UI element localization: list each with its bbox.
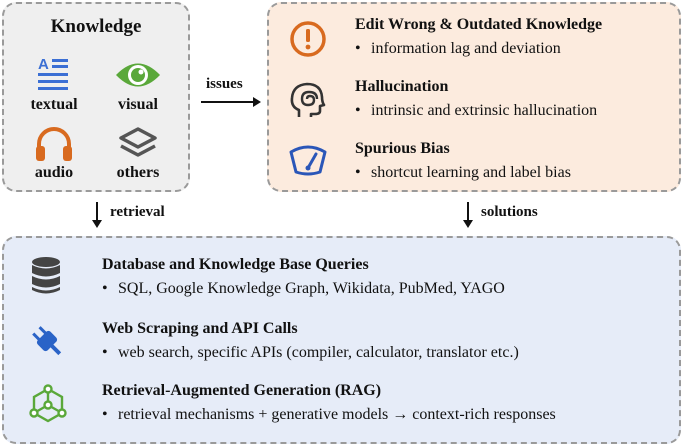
solution-title: Retrieval-Augmented Generation (RAG)	[102, 382, 382, 399]
solution-row-rag	[102, 382, 556, 424]
issue-bullet: • shortcut learning and label bias	[355, 164, 571, 182]
issue-row-hallucination	[355, 78, 597, 120]
issue-title: Edit Wrong & Outdated Knowledge	[355, 16, 603, 33]
issues-arrow-label: issues	[206, 76, 243, 92]
text-lines-icon	[36, 54, 72, 94]
knowledge-item-audio	[14, 126, 94, 182]
database-icon	[30, 256, 62, 296]
issue-row-bias	[355, 140, 571, 182]
solution-row-database	[102, 256, 505, 298]
svg-text:A: A	[38, 56, 49, 73]
network-icon	[28, 384, 68, 426]
solution-bullet: • SQL, Google Knowledge Graph, Wikidata, PubMed, YAGO	[102, 280, 505, 298]
retrieval-arrow	[90, 200, 104, 230]
head-spiral-icon	[287, 80, 327, 120]
solutions-arrow	[461, 200, 475, 230]
knowledge-label-textual: textual	[30, 96, 78, 113]
headphones-icon	[34, 126, 74, 162]
issues-panel	[267, 2, 681, 192]
issue-row-edit	[355, 16, 602, 58]
knowledge-label-others: others	[116, 164, 160, 181]
knowledge-panel	[2, 2, 190, 192]
solution-row-web	[102, 320, 519, 362]
knowledge-item-others	[98, 126, 178, 182]
knowledge-label-visual: visual	[117, 96, 158, 113]
knowledge-item-textual	[14, 54, 94, 114]
eye-icon	[114, 56, 162, 94]
retrieval-arrow-label: retrieval	[110, 204, 165, 220]
issues-arrow	[199, 95, 263, 109]
layers-icon	[117, 126, 159, 162]
knowledge-item-visual	[98, 56, 178, 114]
plug-icon	[28, 322, 66, 360]
solution-bullet: • web search, specific APIs (compiler, calculator, translator etc.)	[102, 344, 519, 362]
solutions-panel	[2, 236, 681, 444]
knowledge-title: Knowledge	[50, 16, 142, 37]
solution-title: Database and Knowledge Base Queries	[102, 256, 369, 273]
issue-title: Hallucination	[355, 78, 449, 95]
solution-bullet: • retrieval mechanisms + generative models → context-rich responses	[102, 406, 556, 424]
issue-bullet: • intrinsic and extrinsic hallucination	[355, 102, 597, 120]
knowledge-label-audio: audio	[34, 164, 74, 181]
solutions-arrow-label: solutions	[481, 204, 538, 220]
exclamation-circle-icon	[289, 20, 327, 58]
solution-title: Web Scraping and API Calls	[102, 320, 298, 337]
issue-bullet: • information lag and deviation	[355, 40, 602, 58]
gauge-icon	[287, 142, 329, 178]
issue-title: Spurious Bias	[355, 140, 450, 157]
